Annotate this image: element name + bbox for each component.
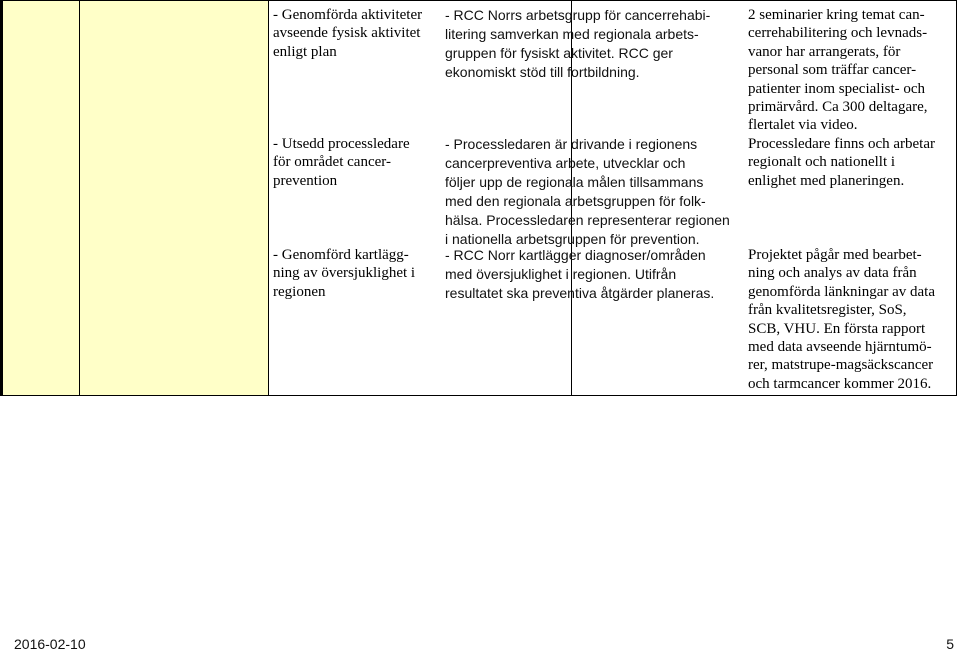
measure-line: ekonomiskt stöd till fortbildning. [445, 64, 640, 80]
result-line: flertalet via video. [748, 117, 858, 134]
measure-block-2 [445, 135, 730, 249]
result-line: från kvalitetsregister, SoS, [748, 302, 907, 319]
result-block-1 [748, 6, 928, 135]
result-line: enlighet med planeringen. [748, 172, 905, 189]
activity-block-1-overlay [273, 6, 422, 61]
result-line: vanor har arrangerats, för [748, 43, 901, 60]
measure-line: - RCC Norrs arbetsgrupp för cancerrehabi- [445, 7, 711, 23]
activity-line: avseende fysisk aktivitet [273, 25, 421, 42]
result-line: patienter inom specialist- och [748, 80, 926, 97]
result-line: ning och analys av data från [748, 265, 917, 282]
result-line: med data avseende hjärntumö- [748, 339, 932, 356]
measure-block-1 [445, 6, 710, 82]
result-block-2 [748, 135, 935, 190]
activity-cell [80, 1, 269, 396]
measure-line: - RCC Norr kartlägger diagnoser/områden [445, 247, 706, 263]
measure-line: med den regionala arbetsgruppen för folk- [445, 193, 706, 209]
empty-first-column-cell [3, 1, 80, 396]
measure-block-3 [445, 246, 714, 303]
measure-line: litering samverkan med regionala arbets- [445, 26, 699, 42]
activity-block-3 [273, 246, 415, 301]
result-line: cerrehabilitering och levnads- [748, 25, 928, 42]
measure-line: i nationella arbetsgruppen för prevention. [445, 231, 700, 247]
result-line: primärvård. Ca 300 deltagare, [748, 99, 928, 116]
result-line: 2 seminarier kring temat can- [748, 7, 925, 23]
measure-line: följer upp de regionala målen tillsammans [445, 174, 704, 190]
measure-line: resultatet ska preventiva åtgärder planeras. [445, 285, 715, 301]
measure-line: gruppen för fysiskt aktivitet. RCC ger [445, 45, 673, 61]
page-number: 5 [946, 636, 954, 652]
activity-line: prevention [273, 172, 338, 189]
activity-block-2 [273, 135, 410, 190]
activity-line: ning av översjuklighet i [273, 265, 416, 282]
result-line: Processledare finns och arbetar [748, 136, 936, 152]
activity-line: enligt plan [273, 43, 337, 60]
measure-line: hälsa. Processledaren representerar regionen [445, 212, 730, 228]
measure-line: cancerpreventiva arbete, utvecklar och [445, 155, 686, 171]
footer-date: 2016-02-10 [14, 636, 86, 652]
result-line: rer, matstrupe-magsäckscancer [748, 357, 934, 374]
measure-line: - Processledaren är drivande i regionens [445, 136, 698, 152]
result-line: Projektet pågår med bearbet- [748, 247, 922, 263]
activity-line: - Genomförda aktiviteter [273, 7, 423, 23]
result-line: genomförda länkningar av data [748, 283, 936, 300]
result-line: SCB, VHU. En första rapport [748, 320, 926, 337]
result-block-3 [748, 246, 935, 393]
activity-line: för området cancer- [273, 154, 391, 171]
activity-line: - Utsedd processledare [273, 136, 410, 152]
activity-line: regionen [273, 283, 326, 300]
result-line: och tarmcancer kommer 2016. [748, 375, 932, 392]
measure-line: med översjuklighet i regionen. Utifrån [445, 266, 677, 282]
result-line: regionalt och nationellt i [748, 154, 896, 171]
activity-line: - Genomförd kartlägg- [273, 247, 409, 263]
result-line: personal som träffar cancer- [748, 62, 917, 79]
